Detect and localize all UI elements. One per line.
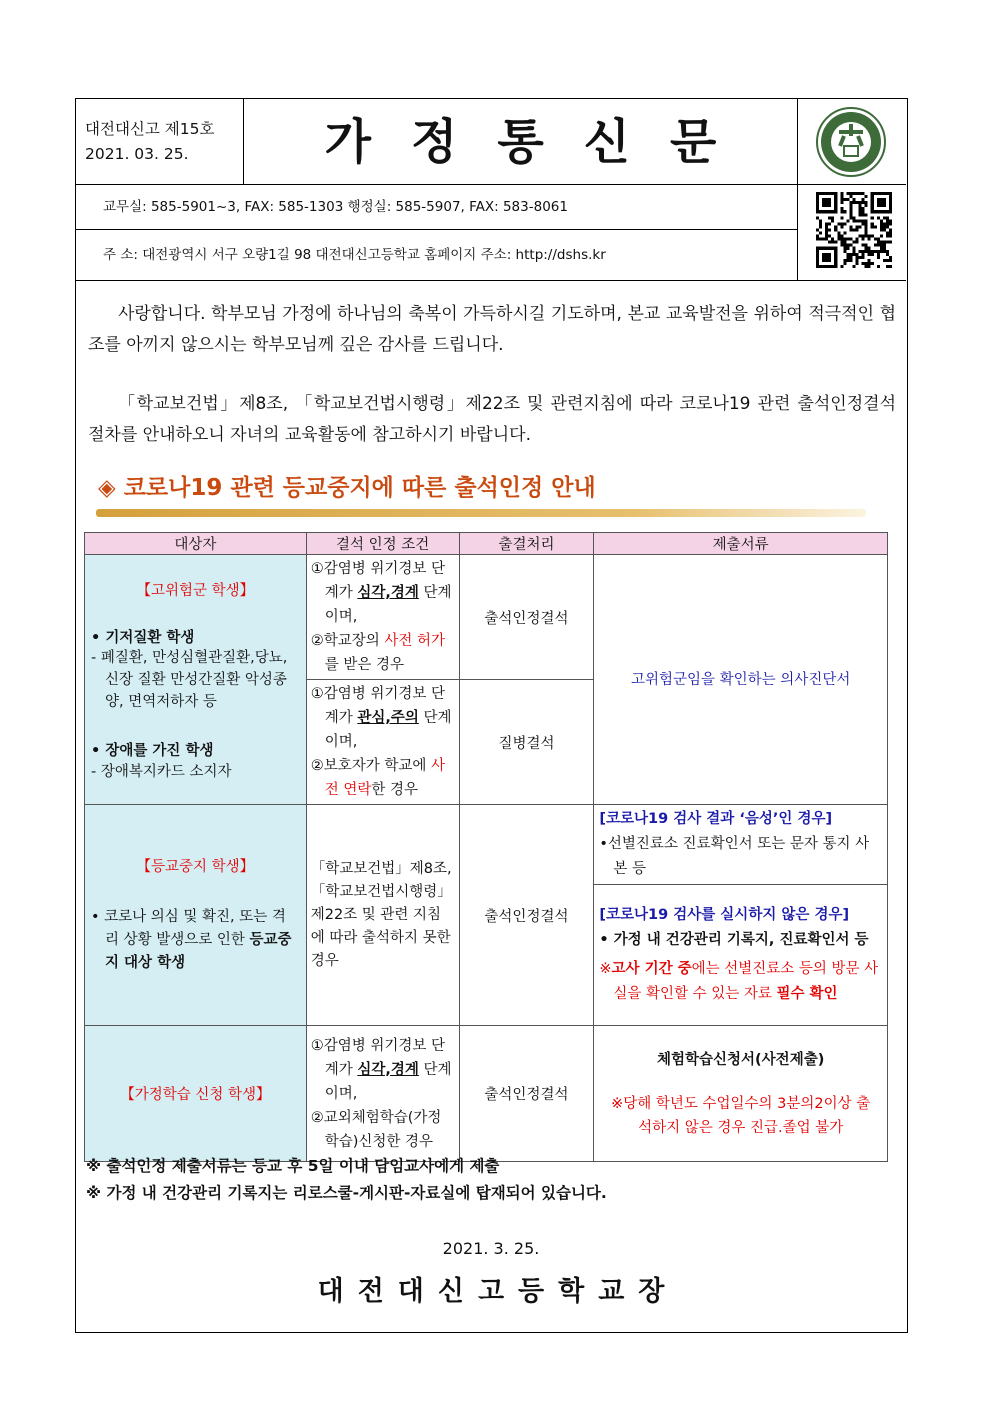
footer-date: 2021. 3. 25.	[442, 1239, 540, 1258]
page-title: 가정통신문	[324, 114, 757, 170]
condition-text: ①감염병 위기경보 단계가	[310, 1037, 445, 1078]
suspension-condition: 「학교보건법」제8조, 「학교보건법시행령」제22조 및 관련 지침에 따라 출석하지 못한 경우	[306, 805, 459, 1026]
exam-note-mark: ※	[599, 961, 612, 977]
table-row	[85, 555, 888, 680]
negative-result-title: [코로나19 검사 결과 ‘음성’인 경우]	[599, 811, 833, 827]
col-header-condition: 결석 인정 조건	[306, 533, 459, 555]
high-risk-target-cell	[85, 555, 307, 805]
table-row	[85, 805, 888, 885]
address-row: 주 소: 대전광역시 서구 오량1길 98 대전대신고등학교 홈페이지 주소: http://dshs.kr	[103, 247, 606, 263]
condition-text: ①감염병 위기경보 단계가	[310, 686, 445, 726]
high-risk-documents: 고위험군임을 확인하는 의사진단서	[594, 555, 888, 805]
home-learning-processing: 출석인정결석	[459, 1026, 594, 1162]
exam-note-text: 에는 선별진료소 등의 방문 사실을 확인할 수 있는 자료	[613, 961, 879, 1002]
condition-text: 단계이며,	[324, 1061, 452, 1102]
intro-paragraph-1: 사랑합니다. 학부모님 가정에 하나님의 축복이 가득하시길 기도하며, 본교 교육발전을 위하여 적극적인 협조를 아끼지 않으시는 학부모님께 깊은 감사를 드립니다.	[88, 304, 896, 355]
alert-level-severe: 심각,경계	[357, 1061, 419, 1078]
chronic-disease-desc: - 폐질환, 만성심혈관질환,당뇨, 신장 질환 만성간질환 악성종양, 면역저하자 등	[91, 649, 288, 710]
alert-level-severe: 심각,경계	[357, 585, 419, 601]
prior-contact-text: 사전 연락	[324, 758, 446, 798]
school-seal-icon	[814, 106, 888, 178]
suspension-processing: 출석인정결석	[459, 805, 594, 1026]
condition-text: ②보호자가 학교에	[310, 758, 431, 774]
home-learning-doc-title: 체험학습신청서(사전제출)	[657, 1051, 825, 1068]
high-risk-condition-1	[306, 555, 459, 680]
issue-box	[76, 99, 244, 185]
issue-date: 2021. 03. 25.	[85, 145, 189, 163]
home-learning-doc-note: ※당해 학년도 수업일수의 3분의2이상 출석하지 않은 경우 진급.졸업 불가	[611, 1095, 871, 1136]
qr-box	[797, 185, 906, 280]
suspension-desc-bold: 등교중지 대상 학생	[105, 932, 292, 971]
disability-desc: - 장애복지카드 소지자	[91, 763, 232, 780]
suspension-desc	[91, 906, 300, 975]
high-risk-condition-2	[306, 680, 459, 805]
high-risk-processing-1: 출석인정결석	[459, 555, 594, 680]
principal-signature: 대전대신고등학교장	[317, 1276, 679, 1307]
high-risk-processing-2: 질병결석	[459, 680, 594, 805]
no-test-cell	[594, 885, 888, 1026]
col-header-target: 대상자	[85, 533, 307, 555]
condition-text: 한 경우	[371, 782, 418, 798]
issue-number: 대전대신고 제15호	[85, 120, 215, 138]
table-header-row	[85, 533, 888, 555]
notes	[86, 1153, 607, 1207]
col-header-processing: 출결처리	[459, 533, 594, 555]
separator	[76, 280, 906, 281]
suspension-desc-text: • 코로나 의심 및 확진, 또는 격리 상황 발생으로 인한	[91, 909, 286, 948]
table-row	[85, 1026, 888, 1162]
no-test-desc: • 가정 내 건강관리 기록지, 진료확인서 등	[599, 932, 869, 948]
heading-underline	[96, 509, 866, 517]
condition-text: 단계이며,	[324, 585, 452, 625]
negative-result-cell	[594, 805, 888, 885]
exam-period-text: 고사 기간 중	[611, 961, 692, 977]
prior-permission-text: 사전 허가	[384, 633, 445, 649]
note-item: ※ 출석인정 제출서류는 등교 후 5일 이내 담임교사에게 제출	[86, 1157, 500, 1175]
col-header-documents: 제출서류	[594, 533, 888, 555]
logo-box	[797, 99, 906, 185]
contact-row: 교무실: 585-5901~3, FAX: 585-1303 행정실: 585-5907, FAX: 583-8061	[76, 185, 797, 230]
no-test-title: [코로나19 검사를 실시하지 않은 경우]	[599, 907, 850, 923]
header-row	[76, 99, 906, 185]
qr-code-icon[interactable]	[816, 190, 892, 270]
notice-frame	[75, 98, 908, 1333]
exam-required-text: 필수 확인	[776, 986, 838, 1002]
condition-text: 를 받은 경우	[324, 657, 404, 673]
suspension-group-label: 【등교중지 학생】	[136, 859, 255, 875]
note-item: ※ 가정 내 건강관리 기록지는 리로스쿨-게시판-자료실에 탑재되어 있습니다.	[86, 1184, 607, 1202]
alert-level-mild: 관심,주의	[357, 710, 419, 726]
home-learning-documents	[594, 1026, 888, 1162]
condition-text: 단계이며,	[324, 710, 452, 750]
exam-period-note	[599, 957, 882, 1007]
disability-title: • 장애를 가진 학생	[91, 742, 214, 759]
home-learning-target-cell	[85, 1026, 307, 1162]
intro-paragraph-2: 「학교보건법」제8조, 「학교보건법시행령」제22조 및 관련지침에 따라 코로나19 관련 출석인정결석 절차를 안내하오니 자녀의 교육활동에 참고하시기 바랍니다.	[88, 394, 896, 445]
chronic-disease-title: • 기저질환 학생	[91, 629, 195, 646]
section-heading: ◈ 코로나19 관련 등교중지에 따른 출석인정 안내	[98, 475, 596, 501]
negative-result-desc: •선별진료소 진료확인서 또는 문자 통지 사본 등	[599, 836, 870, 877]
condition-text: ①감염병 위기경보 단계가	[310, 561, 445, 601]
home-learning-group-label: 【가정학습 신청 학생】	[120, 1087, 271, 1103]
home-learning-condition	[306, 1026, 459, 1162]
attendance-table	[84, 532, 888, 1162]
high-risk-group-label: 【고위험군 학생】	[136, 582, 255, 599]
condition-text: ②학교장의	[310, 633, 385, 649]
suspension-target-cell	[85, 805, 307, 1026]
condition-text: ②교외체험학습(가정학습)신청한 경우	[310, 1109, 442, 1150]
